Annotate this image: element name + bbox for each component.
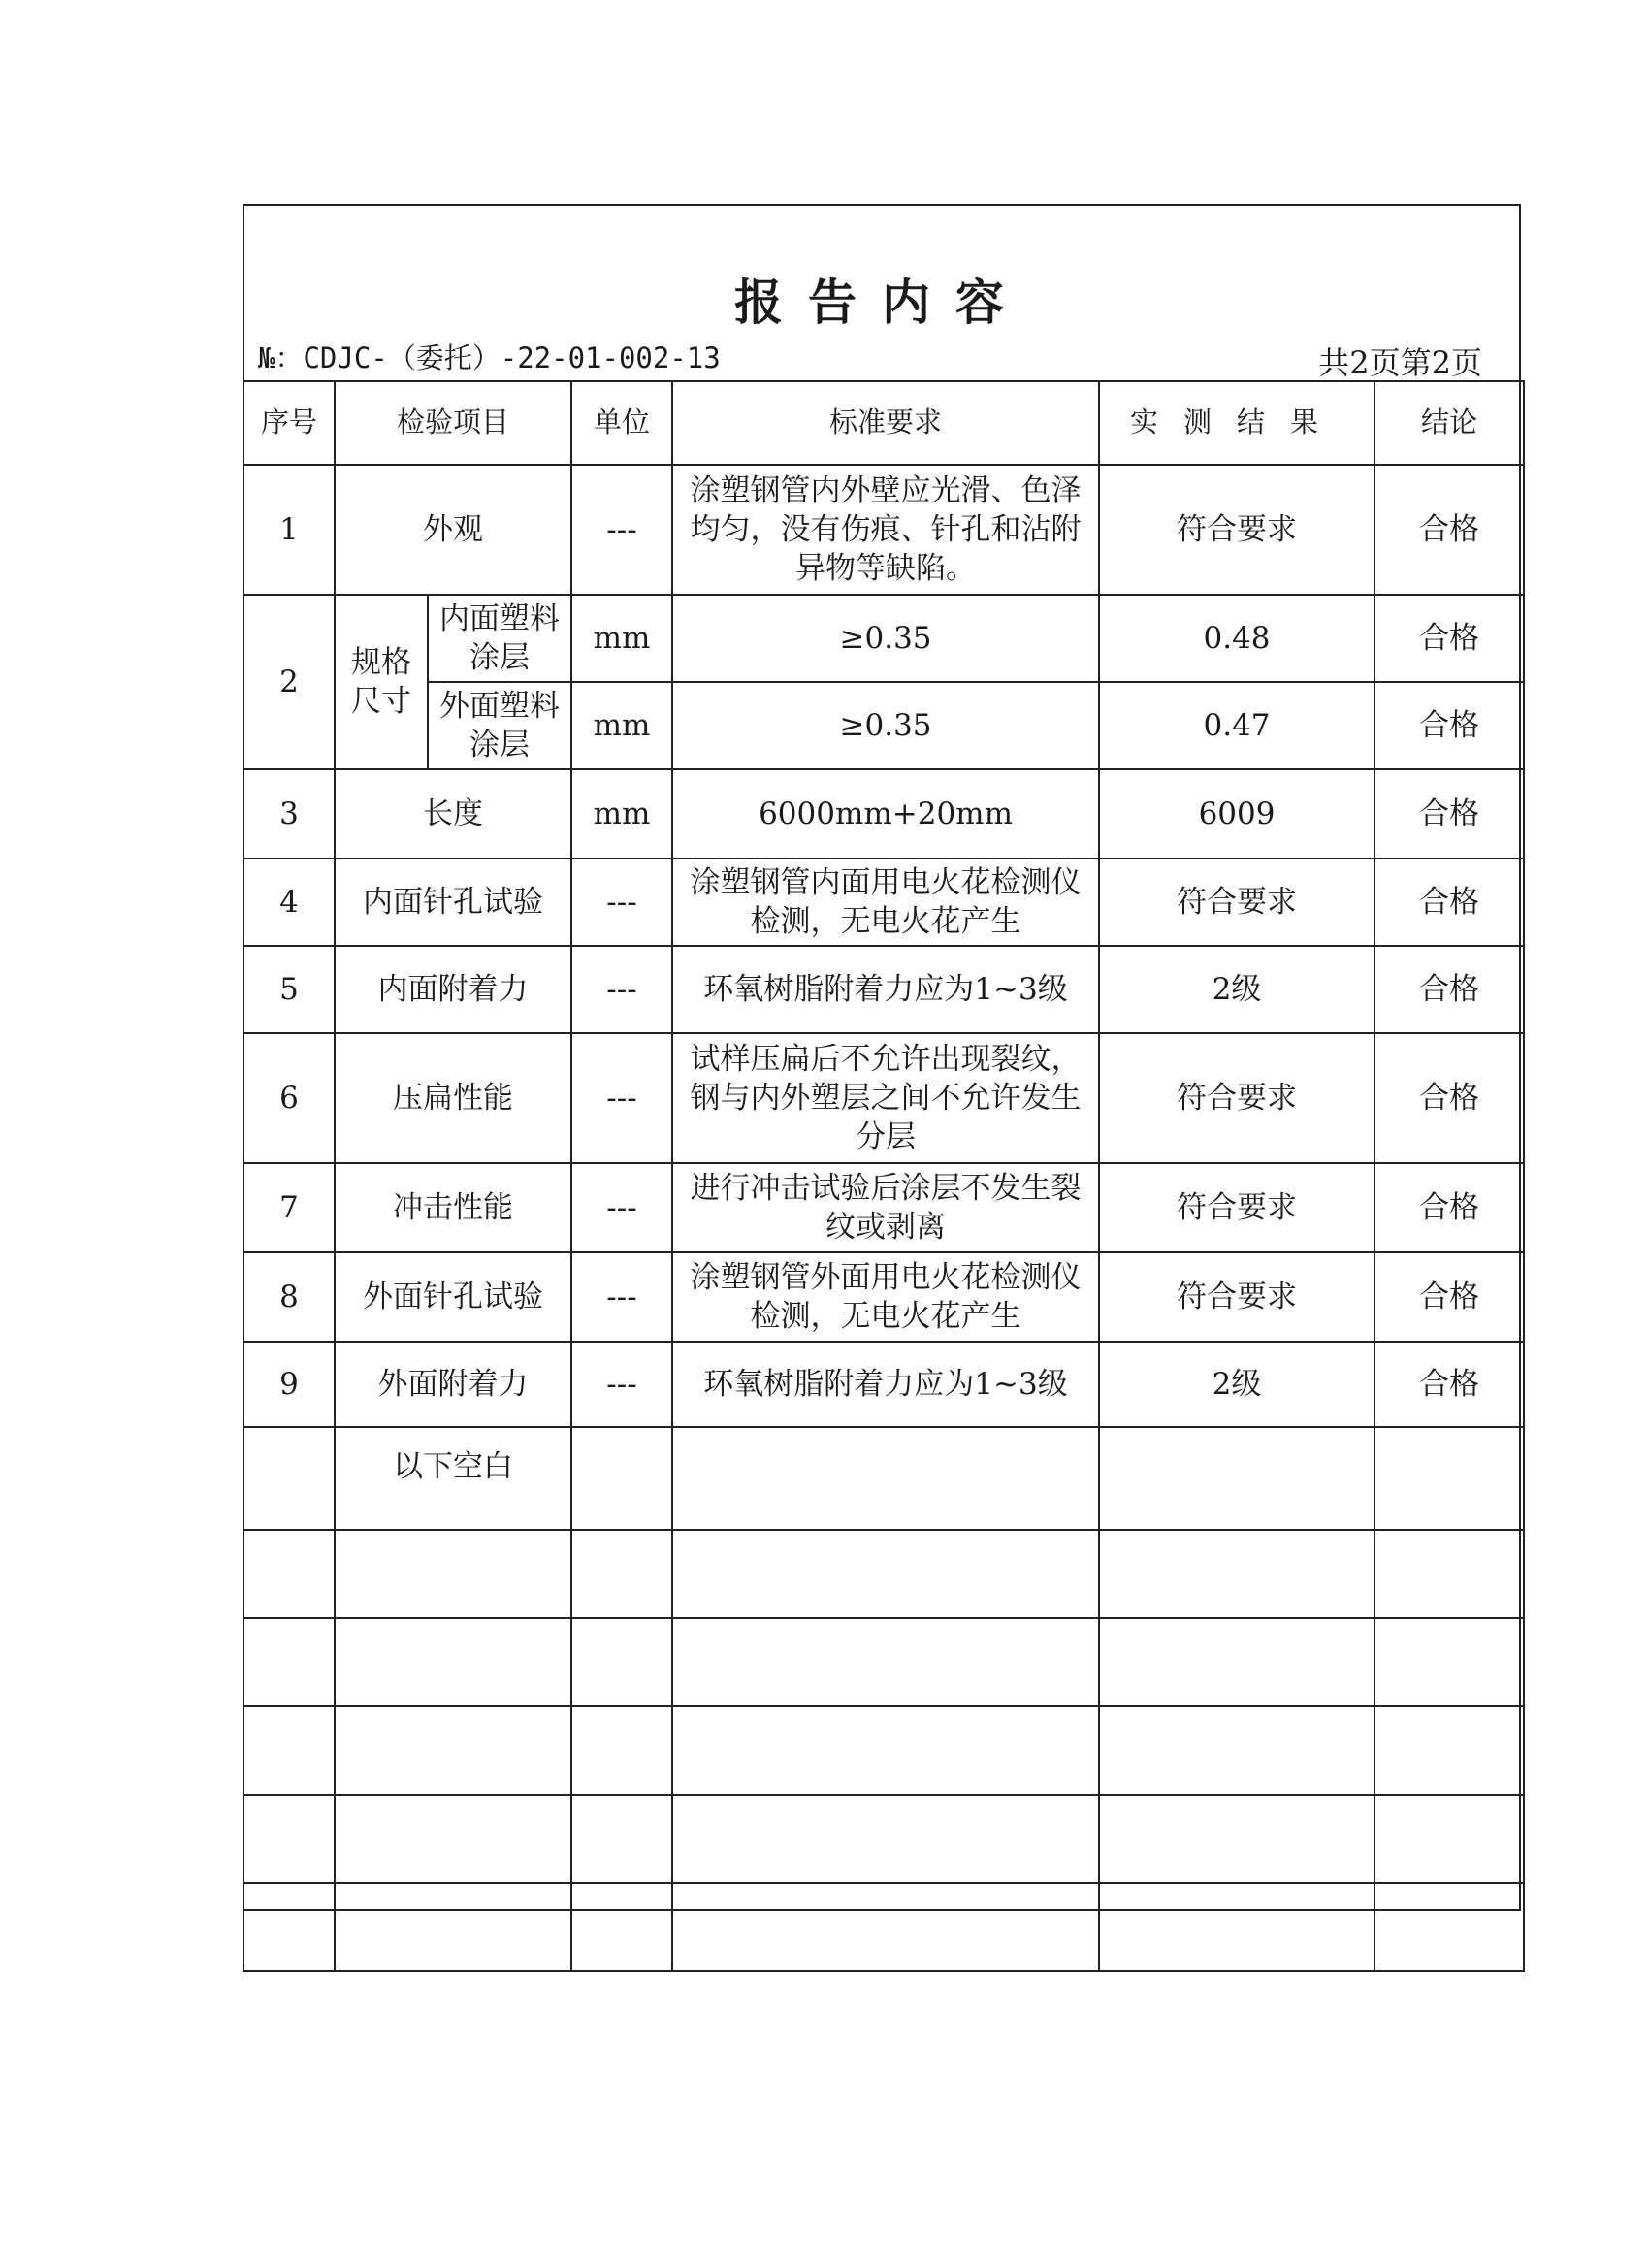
cell-item-group: 规格尺寸: [335, 595, 428, 769]
cell-empty: [1374, 1883, 1524, 1971]
cell-conclusion: 合格: [1374, 465, 1524, 595]
table-row-blank-note: [243, 1427, 1524, 1530]
cell-result: 符合要求: [1099, 1252, 1374, 1342]
cell-unit: mm: [571, 769, 672, 859]
cell-unit: ---: [571, 1163, 672, 1252]
table-row: [243, 465, 1524, 595]
cell-empty: [243, 1530, 335, 1618]
cell-empty: [335, 1883, 571, 1971]
cell-standard: 涂塑钢管内面用电火花检测仪检测，无电火花产生: [672, 859, 1099, 946]
header-conclusion: 结论: [1374, 381, 1524, 465]
table-row-empty: [243, 1795, 1524, 1883]
cell-result: 2级: [1099, 1342, 1374, 1427]
table-row-empty: [243, 1706, 1524, 1795]
cell-result: 2级: [1099, 946, 1374, 1033]
report-frame: [242, 204, 1521, 1911]
cell-unit: mm: [571, 682, 672, 769]
page-indicator: 共2页第2页: [1318, 344, 1482, 381]
cell-empty: [571, 1530, 672, 1618]
cell-empty: [335, 1706, 571, 1795]
table-row: [243, 859, 1524, 946]
table-row: [243, 1342, 1524, 1427]
cell-unit: ---: [571, 1342, 672, 1427]
cell-empty: [1099, 1530, 1374, 1618]
cell-empty: [335, 1530, 571, 1618]
cell-item: 外观: [335, 465, 571, 595]
cell-empty: [1374, 1427, 1524, 1530]
cell-sub-item: 内面塑料涂层: [428, 595, 571, 682]
cell-conclusion: 合格: [1374, 859, 1524, 946]
cell-empty: [1374, 1618, 1524, 1706]
cell-empty: [571, 1706, 672, 1795]
cell-unit: ---: [571, 465, 672, 595]
cell-empty: [1099, 1427, 1374, 1530]
cell-sub-item: 外面塑料涂层: [428, 682, 571, 769]
page-title: 报告内容: [734, 274, 1029, 331]
cell-result: 符合要求: [1099, 1163, 1374, 1252]
cell-unit: ---: [571, 859, 672, 946]
cell-result: 0.47: [1099, 682, 1374, 769]
cell-empty: [571, 1427, 672, 1530]
cell-result: 符合要求: [1099, 859, 1374, 946]
cell-empty: [672, 1706, 1099, 1795]
cell-conclusion: 合格: [1374, 1342, 1524, 1427]
cell-empty: [672, 1530, 1099, 1618]
cell-empty: [243, 1706, 335, 1795]
cell-seq: 2: [243, 595, 335, 769]
header-standard: 标准要求: [672, 381, 1099, 465]
table-row: [243, 946, 1524, 1033]
report-number: №：CDJC-（委托）-22-01-002-13: [258, 341, 721, 374]
cell-seq: 7: [243, 1163, 335, 1252]
cell-empty: [571, 1883, 672, 1971]
cell-item: 内面针孔试验: [335, 859, 571, 946]
cell-seq: 8: [243, 1252, 335, 1342]
cell-empty: [1099, 1618, 1374, 1706]
cell-standard: ≥0.35: [672, 595, 1099, 682]
table-row: [243, 1163, 1524, 1252]
inspection-table: [242, 380, 1525, 1972]
table-row-empty: [243, 1618, 1524, 1706]
cell-conclusion: 合格: [1374, 1033, 1524, 1163]
table-row: [243, 769, 1524, 859]
cell-seq: 4: [243, 859, 335, 946]
cell-empty: [1374, 1706, 1524, 1795]
header-seq: 序号: [243, 381, 335, 465]
cell-empty: [672, 1883, 1099, 1971]
table-row: [243, 1252, 1524, 1342]
cell-item: 外面针孔试验: [335, 1252, 571, 1342]
cell-conclusion: 合格: [1374, 1163, 1524, 1252]
cell-empty: [571, 1618, 672, 1706]
cell-seq: 9: [243, 1342, 335, 1427]
cell-empty: [672, 1618, 1099, 1706]
cell-seq: 3: [243, 769, 335, 859]
table-row: [243, 595, 1524, 682]
cell-empty: [335, 1618, 571, 1706]
cell-standard: 试样压扁后不允许出现裂纹，钢与内外塑层之间不允许发生分层: [672, 1033, 1099, 1163]
cell-empty: [1099, 1883, 1374, 1971]
cell-unit: ---: [571, 1252, 672, 1342]
cell-standard: 环氧树脂附着力应为1~3级: [672, 946, 1099, 1033]
header-unit: 单位: [571, 381, 672, 465]
cell-empty: [243, 1427, 335, 1530]
cell-conclusion: 合格: [1374, 682, 1524, 769]
cell-conclusion: 合格: [1374, 769, 1524, 859]
table-row-empty: [243, 1883, 1524, 1971]
cell-seq: 1: [243, 465, 335, 595]
header-result: 实测结果: [1099, 381, 1374, 465]
cell-empty: [571, 1795, 672, 1883]
cell-standard: 6000mm+20mm: [672, 769, 1099, 859]
cell-unit: ---: [571, 946, 672, 1033]
header-item: 检验项目: [335, 381, 571, 465]
cell-standard: 涂塑钢管外面用电火花检测仪检测，无电火花产生: [672, 1252, 1099, 1342]
table-row: [243, 682, 1524, 769]
cell-empty: [672, 1795, 1099, 1883]
cell-conclusion: 合格: [1374, 595, 1524, 682]
cell-seq: 5: [243, 946, 335, 1033]
cell-result: 符合要求: [1099, 465, 1374, 595]
cell-standard: 进行冲击试验后涂层不发生裂纹或剥离: [672, 1163, 1099, 1252]
cell-empty: [243, 1795, 335, 1883]
cell-result: 0.48: [1099, 595, 1374, 682]
cell-empty: [1099, 1795, 1374, 1883]
table-row-empty: [243, 1530, 1524, 1618]
cell-unit: ---: [571, 1033, 672, 1163]
cell-empty: [243, 1618, 335, 1706]
cell-conclusion: 合格: [1374, 946, 1524, 1033]
cell-item: 冲击性能: [335, 1163, 571, 1252]
cell-standard: 涂塑钢管内外壁应光滑、色泽均匀，没有伤痕、针孔和沾附异物等缺陷。: [672, 465, 1099, 595]
cell-empty: [672, 1427, 1099, 1530]
blank-below-note: 以下空白: [335, 1427, 571, 1530]
cell-seq: 6: [243, 1033, 335, 1163]
cell-result: 6009: [1099, 769, 1374, 859]
cell-empty: [1374, 1795, 1524, 1883]
cell-item: 长度: [335, 769, 571, 859]
cell-item: 外面附着力: [335, 1342, 571, 1427]
cell-standard: ≥0.35: [672, 682, 1099, 769]
cell-item: 压扁性能: [335, 1033, 571, 1163]
cell-standard: 环氧树脂附着力应为1~3级: [672, 1342, 1099, 1427]
cell-unit: mm: [571, 595, 672, 682]
cell-empty: [335, 1795, 571, 1883]
cell-item: 内面附着力: [335, 946, 571, 1033]
cell-conclusion: 合格: [1374, 1252, 1524, 1342]
table-header-row: [243, 381, 1524, 465]
table-row: [243, 1033, 1524, 1163]
cell-result: 符合要求: [1099, 1033, 1374, 1163]
cell-empty: [1374, 1530, 1524, 1618]
cell-empty: [1099, 1706, 1374, 1795]
cell-empty: [243, 1883, 335, 1971]
